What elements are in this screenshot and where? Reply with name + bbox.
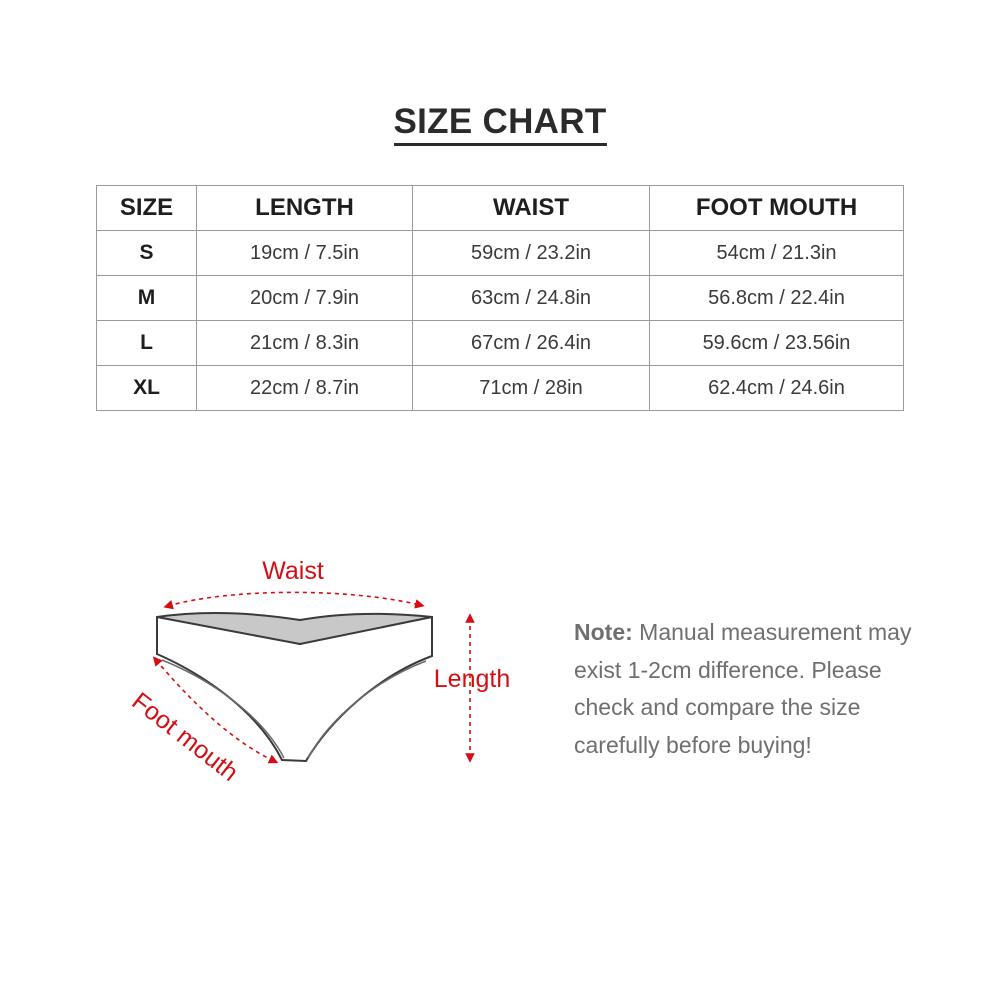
column-header-waist: WAIST (413, 186, 650, 231)
table-row (97, 366, 904, 411)
note-label: Note: (574, 619, 633, 645)
length-cell: 21cm / 8.3in (197, 321, 413, 366)
waist-cell: 71cm / 28in (413, 366, 650, 411)
size-cell: M (97, 276, 197, 321)
size-cell: XL (97, 366, 197, 411)
waist-arrow (168, 592, 420, 606)
column-header-length: LENGTH (197, 186, 413, 231)
foot-mouth-cell: 62.4cm / 24.6in (650, 366, 904, 411)
measurement-diagram (110, 540, 530, 810)
column-header-foot-mouth: FOOT MOUTH (650, 186, 904, 231)
foot-mouth-cell: 59.6cm / 23.56in (650, 321, 904, 366)
table-row (97, 231, 904, 276)
length-label: Length (433, 665, 511, 693)
waist-cell: 59cm / 23.2in (413, 231, 650, 276)
size-cell: S (97, 231, 197, 276)
waist-cell: 67cm / 26.4in (413, 321, 650, 366)
table-header-row (97, 186, 904, 231)
table-row (97, 321, 904, 366)
size-table (96, 185, 904, 411)
waist-cell: 63cm / 24.8in (413, 276, 650, 321)
page-title (0, 102, 1000, 146)
table-row (97, 276, 904, 321)
note (574, 614, 934, 764)
waist-label: Waist (262, 557, 324, 585)
length-cell: 19cm / 7.5in (197, 231, 413, 276)
length-cell: 20cm / 7.9in (197, 276, 413, 321)
foot-mouth-cell: 54cm / 21.3in (650, 231, 904, 276)
page-title-text: SIZE CHART (394, 104, 607, 146)
foot-mouth-label: Foot mouth (126, 687, 244, 787)
size-cell: L (97, 321, 197, 366)
foot-mouth-cell: 56.8cm / 22.4in (650, 276, 904, 321)
column-header-size: SIZE (97, 186, 197, 231)
note-text: Manual measurement may exist 1-2cm difference. Please check and compare the size carefully before buying! (574, 619, 912, 758)
length-cell: 22cm / 8.7in (197, 366, 413, 411)
